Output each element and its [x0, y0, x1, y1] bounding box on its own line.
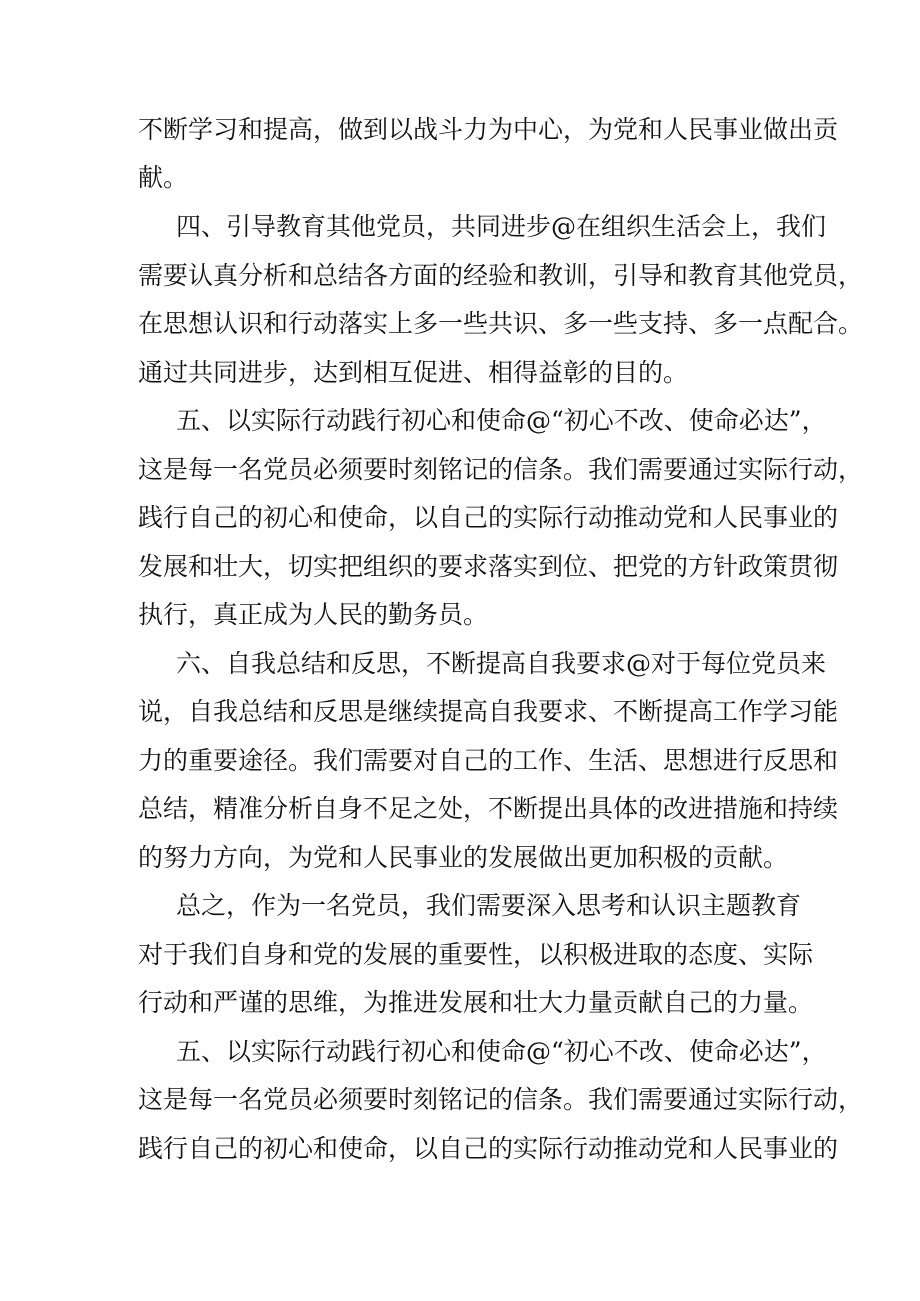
text-line: 践行自己的初心和使命，以自己的实际行动推动党和人民事业的	[138, 503, 839, 532]
text-line: 通过共同进步，达到相互促进、相得益彰的目的。	[138, 358, 689, 387]
text-line: 践行自己的初心和使命，以自己的实际行动推动党和人民事业的	[138, 1134, 839, 1163]
text-line: 行动和严谨的思维，为推进发展和壮大力量贡献自己的力量。	[138, 988, 814, 1017]
section-heading-line: 五、以实际行动践行初心和使命@“初心不改、使命必达”，	[176, 1037, 827, 1066]
text-line: 总结，精准分析自身不足之处，不断提出具体的改进措施和持续	[138, 794, 839, 823]
text-line: 不断学习和提高，做到以战斗力为中心，为党和人民事业做出贡	[138, 115, 839, 144]
text-line: 执行，真正成为人民的勤务员。	[138, 600, 489, 629]
conclusion-line: 总之，作为一名党员，我们需要深入思考和认识主题教育	[176, 891, 802, 920]
text-line: 需要认真分析和总结各方面的经验和教训，引导和教育其他党员，	[138, 261, 864, 290]
section-heading-line: 六、自我总结和反思，不断提高自我要求@对于每位党员来	[176, 649, 827, 678]
text-line: 力的重要途径。我们需要对自己的工作、生活、思想进行反思和	[138, 746, 839, 775]
text-line: 对于我们自身和党的发展的重要性，以积极进取的态度、实际	[138, 940, 814, 969]
text-line: 这是每一名党员必须要时刻铭记的信条。我们需要通过实际行动，	[138, 1085, 864, 1114]
text-line: 在思想认识和行动落实上多一些共识、多一些支持、多一点配合。	[138, 309, 864, 338]
text-line: 这是每一名党员必须要时刻铭记的信条。我们需要通过实际行动，	[138, 455, 864, 484]
text-line: 献。	[138, 163, 189, 192]
section-heading-line: 五、以实际行动践行初心和使命@“初心不改、使命必达”，	[176, 406, 827, 435]
text-line: 发展和壮大，切实把组织的要求落实到位、把党的方针政策贯彻	[138, 552, 839, 581]
text-line: 说，自我总结和反思是继续提高自我要求、不断提高工作学习能	[138, 697, 839, 726]
section-heading-line: 四、引导教育其他党员，共同进步@在组织生活会上，我们	[176, 212, 827, 241]
text-line: 的努力方向，为党和人民事业的发展做出更加积极的贡献。	[138, 843, 789, 872]
